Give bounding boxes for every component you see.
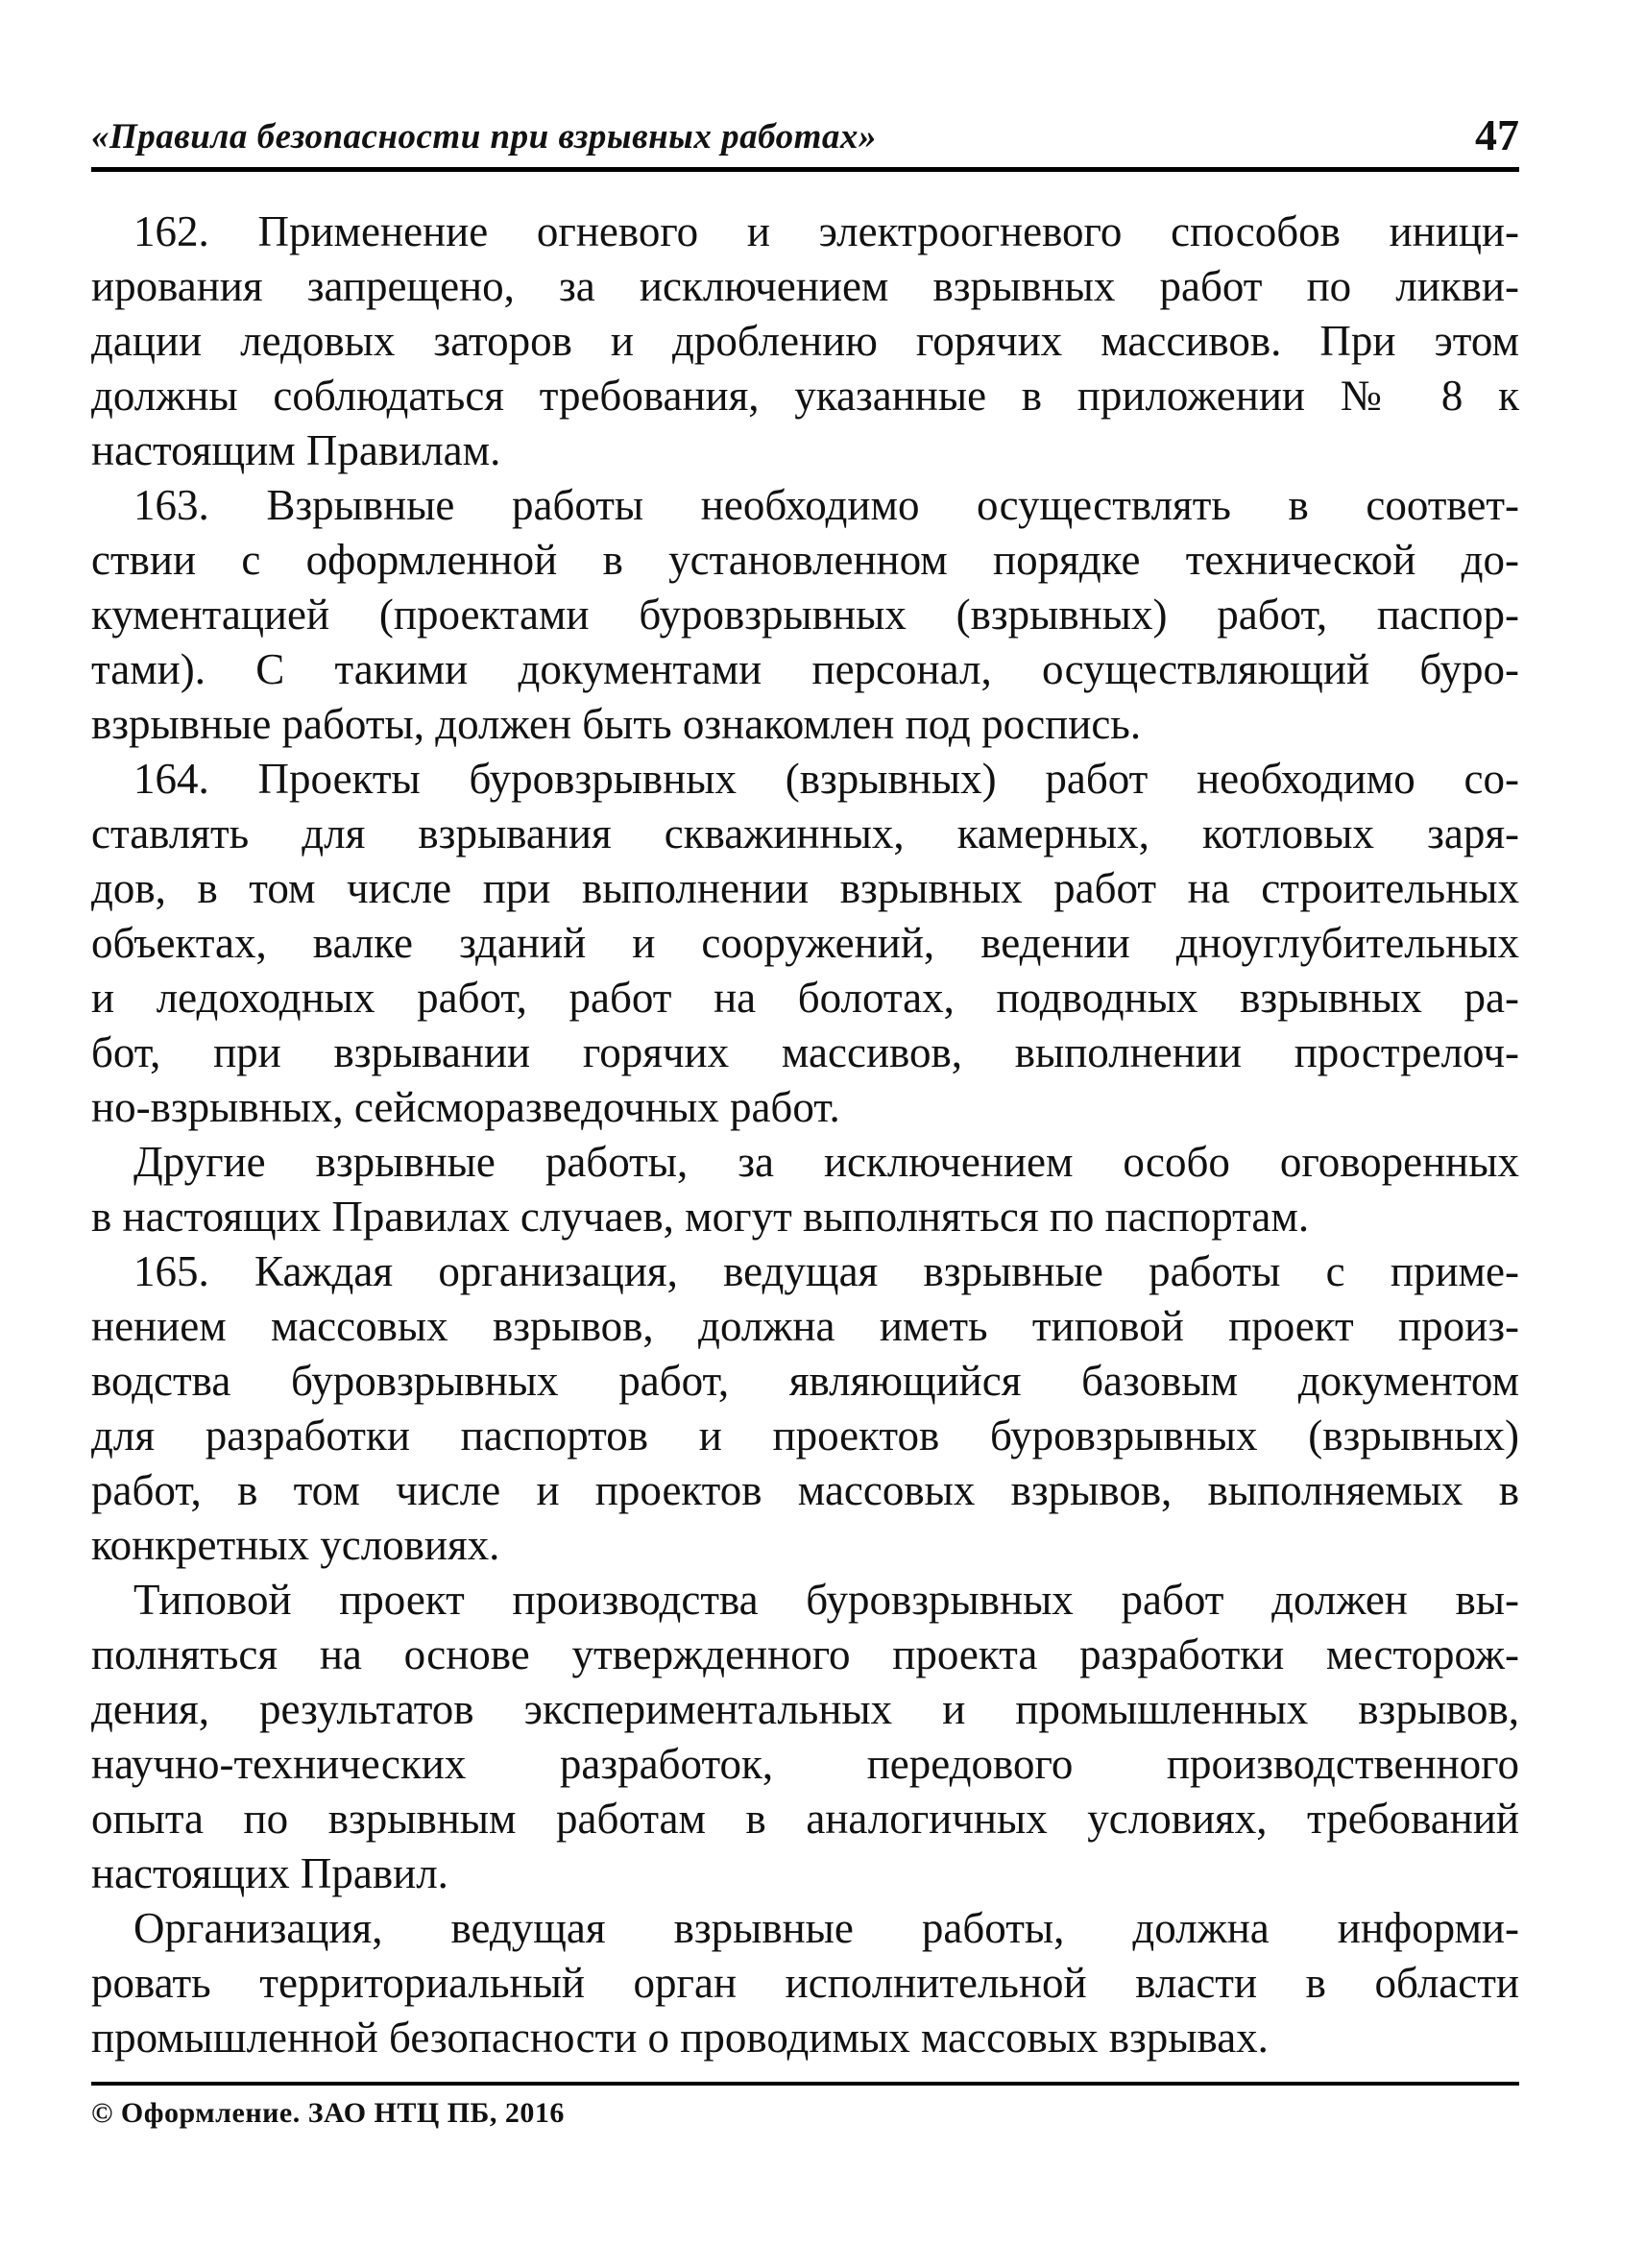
text-line: ирования запрещено, за исключением взрывных работ по ликви- — [91, 262, 1519, 310]
text-line: ствии с оформленной в установленном порядке технической до- — [91, 536, 1519, 584]
text-line: настоящих Правил. — [91, 1849, 448, 1897]
page-footer — [91, 2082, 1519, 2130]
text-line: Организация, ведущая взрывные работы, должна информи- — [133, 1904, 1519, 1952]
text-line: работ, в том числе и проектов массовых взрывов, выполняемых в — [91, 1466, 1519, 1514]
page-number: 47 — [1475, 110, 1519, 159]
text-line: ровать территориальный орган исполнительной власти в области — [91, 1959, 1519, 2007]
text-line: опыта по взрывным работам в аналогичных условиях, требований — [91, 1795, 1519, 1843]
text-line: промышленной безопасности о проводимых массовых взрывах. — [91, 2014, 1269, 2062]
text-line: научно-технических разработок, передового производственного — [91, 1740, 1519, 1788]
text-line: объектах, валке зданий и сооружений, ведении дноуглубительных — [91, 919, 1519, 967]
text-line: водства буровзрывных работ, являющийся базовым документом — [91, 1357, 1519, 1405]
text-line: и ледоходных работ, работ на болотах, подводных взрывных ра- — [91, 974, 1519, 1022]
text-line: тами). С такими документами персонал, осуществляющий буро- — [91, 645, 1519, 693]
text-line: конкретных условиях. — [91, 1521, 500, 1569]
text-line: дов, в том числе при выполнении взрывных работ на строительных — [91, 864, 1519, 912]
text-line: взрывные работы, должен быть ознакомлен под роспись. — [91, 700, 1142, 748]
text-line: 164. Проекты буровзрывных (взрывных) работ необходимо со- — [133, 755, 1519, 803]
text-line: 163. Взрывные работы необходимо осуществлять в соответ- — [133, 481, 1519, 529]
page-header — [91, 110, 1519, 172]
text-line: дения, результатов экспериментальных и промышленных взрывов, — [91, 1685, 1519, 1733]
running-title: «Правила безопасности при взрывных работах» — [91, 117, 877, 157]
text-line: для разработки паспортов и проектов буровзрывных (взрывных) — [91, 1411, 1519, 1460]
text-line: полняться на основе утвержденного проекта разработки месторож- — [91, 1630, 1519, 1678]
text-line: нением массовых взрывов, должна иметь типовой проект произ- — [91, 1302, 1519, 1350]
text-line: Типовой проект производства буровзрывных работ должен вы- — [133, 1576, 1519, 1624]
text-line: в настоящих Правилах случаев, могут выполняться по паспортам. — [91, 1193, 1310, 1241]
text-line: 165. Каждая организация, ведущая взрывные работы с приме- — [133, 1247, 1519, 1295]
copyright-line: © Оформление. ЗАО НТЦ ПБ, 2016 — [91, 2097, 565, 2129]
text-line: дации ледовых заторов и дроблению горячих массивов. При этом — [91, 317, 1519, 365]
text-line: 162. Применение огневого и электроогневого способов иници- — [133, 207, 1519, 255]
body-text — [91, 205, 1519, 2065]
text-line: бот, при взрывании горячих массивов, выполнении прострелоч- — [91, 1028, 1519, 1076]
text-line: ставлять для взрывания скважинных, камерных, котловых заря- — [91, 809, 1519, 857]
text-line: должны соблюдаться требования, указанные в приложении № 8 к — [91, 372, 1519, 420]
text-line: настоящим Правилам. — [91, 426, 501, 474]
text-line: но-взрывных, сейсморазведочных работ. — [91, 1083, 840, 1131]
text-line: кументацией (проектами буровзрывных (взрывных) работ, паспор- — [91, 591, 1519, 639]
text-line: Другие взрывные работы, за исключением особо оговоренных — [133, 1138, 1519, 1186]
